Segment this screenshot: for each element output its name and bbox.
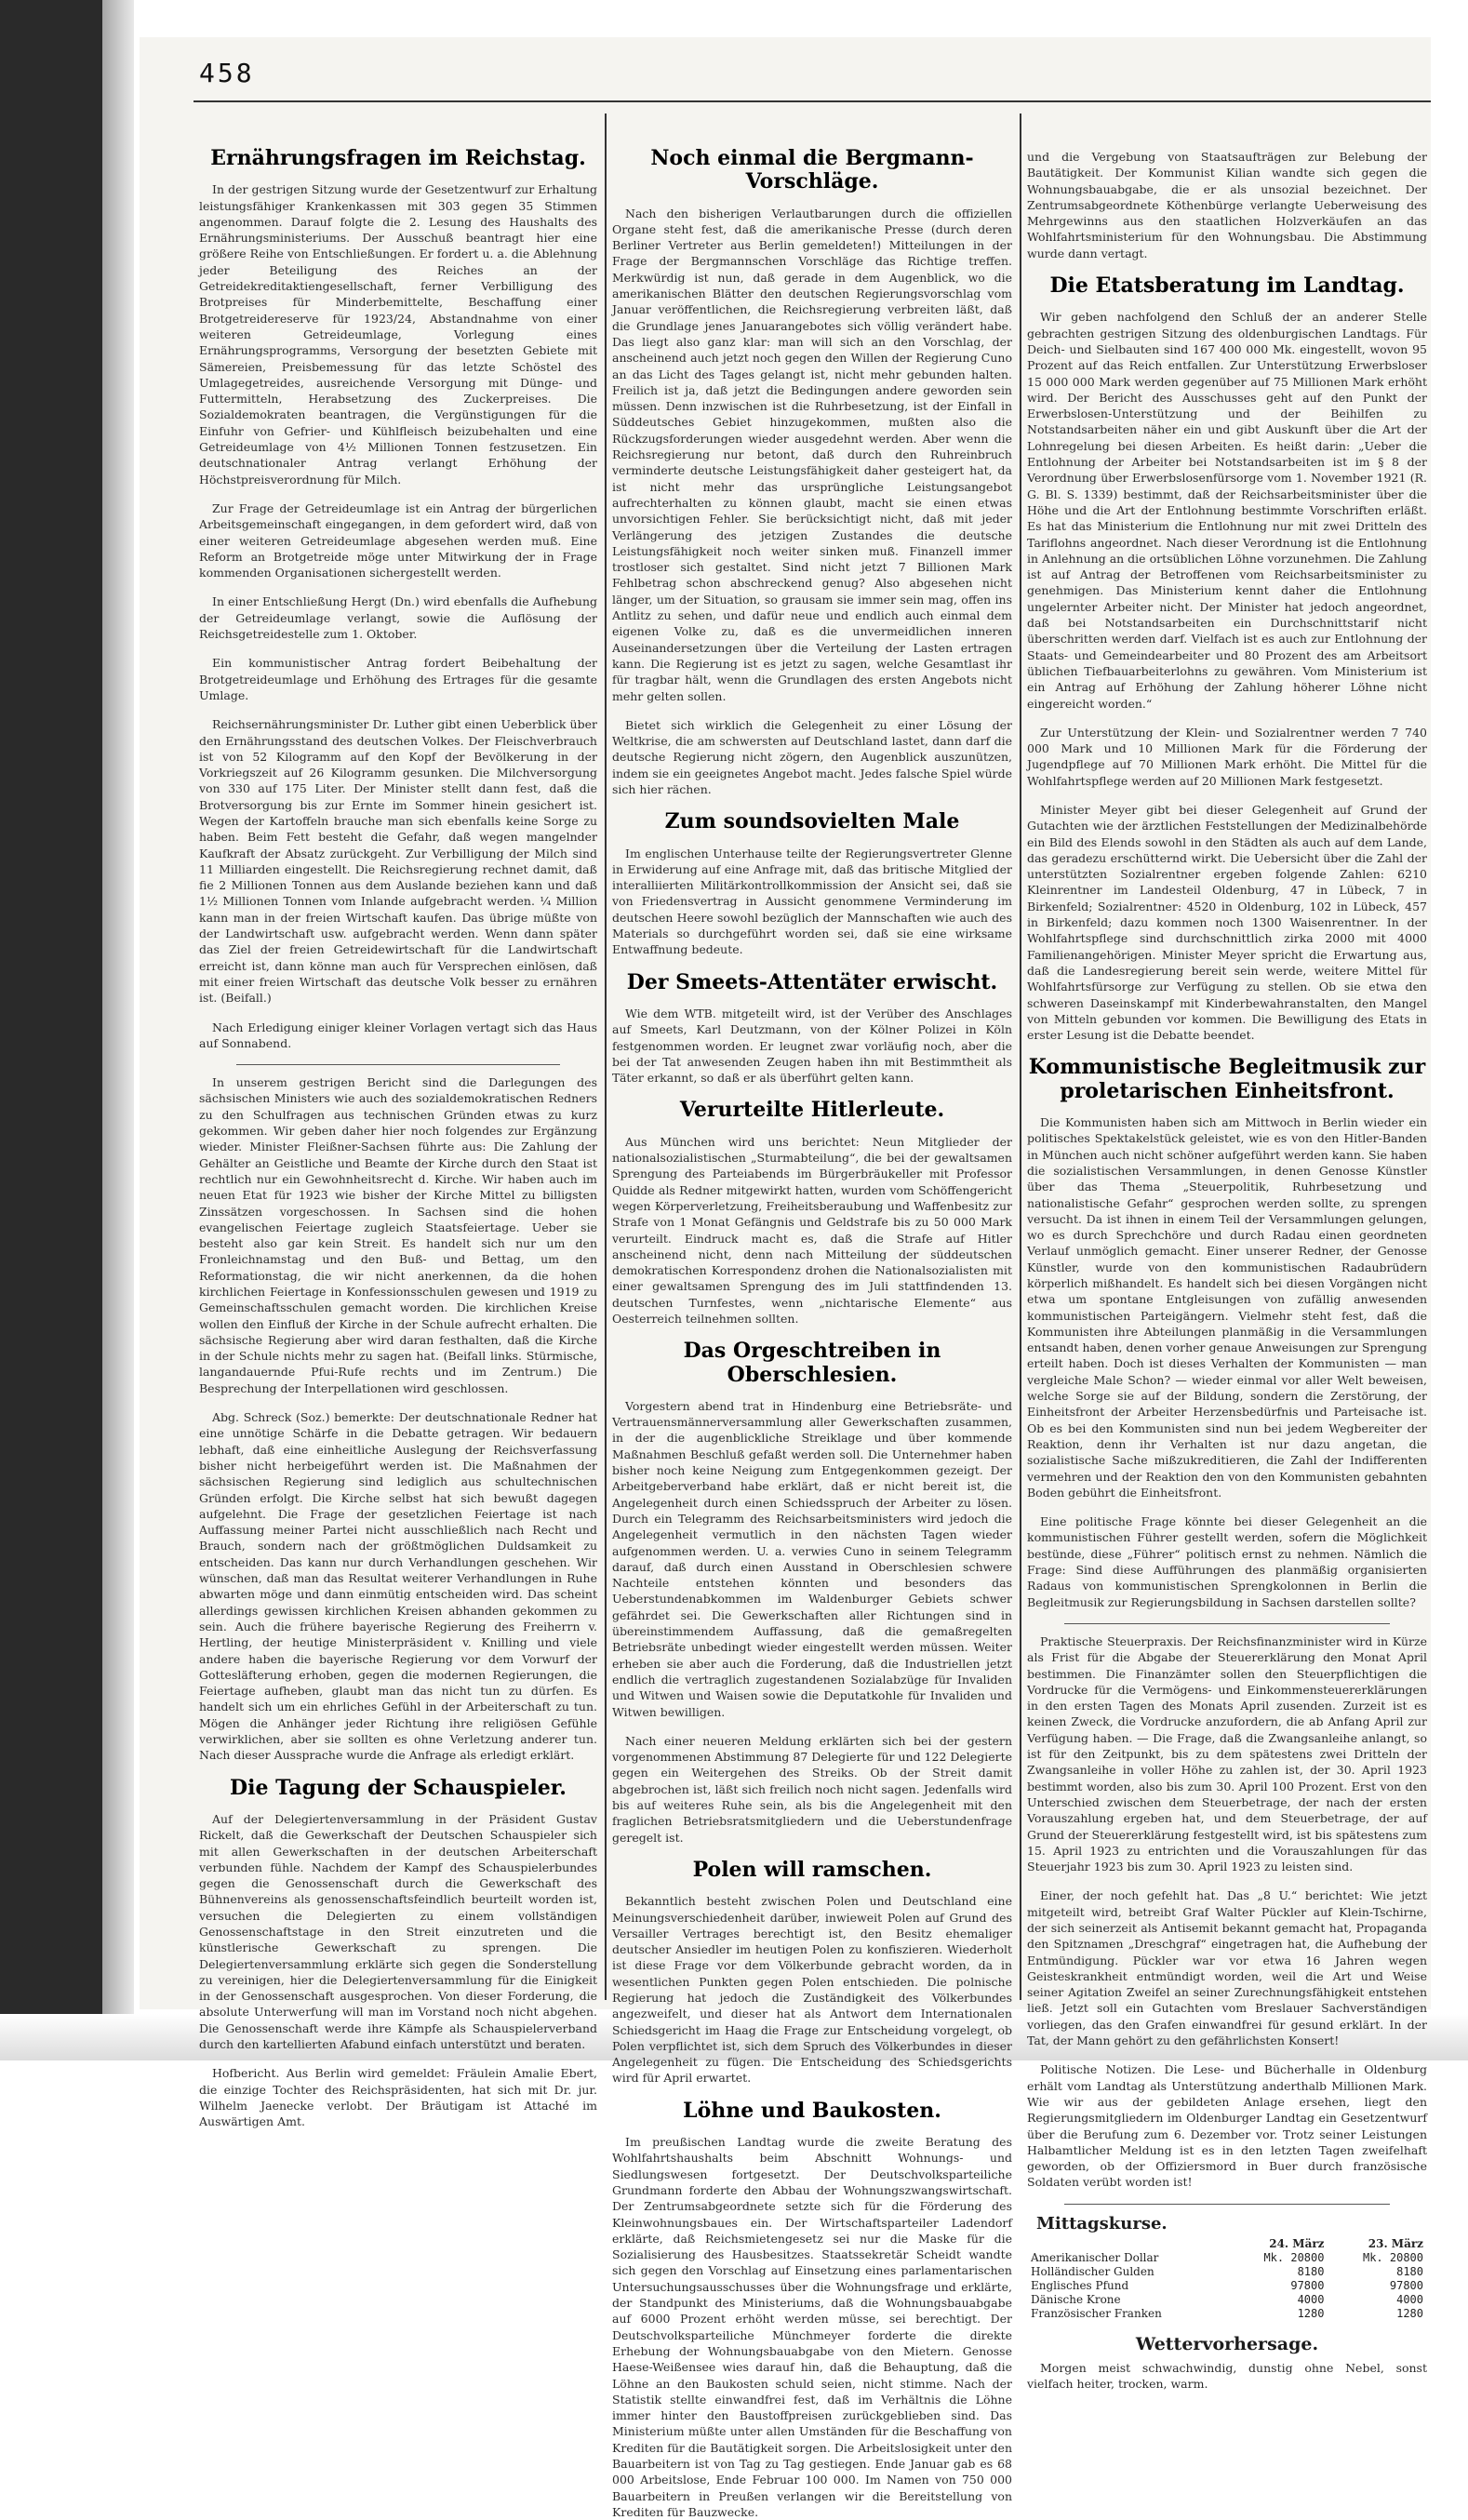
article-paragraph: Wir geben nachfolgend den Schluß der an anderer Stelle gebrachten gestrigen Sitzung des oldenburgischen Landtags. Für Deich- und Sielbauten sind 167 400 000 Mk. eingestellt, wovon 95 Prozent auf das Reich entfallen. Zur Unterstützung Erwerbsloser 15 000 000 Mark werden gegenüber auf 75 Millionen Mark erhöht wird. Der Bericht des Ausschusses geht auf den Punkt der Erwerbslosen-Unterstützung und der Beihilfen zu Notstandsarbeiten näher ein und gibt Auskunft über die Art der Lohnregelung bei diesen Arbeiten. Es heißt darin: „Ueber die Entlohnung der Arbeiter bei Notstandsarbeiten ist im § 8 der Verordnung über Erwerbslosenfürsorge vom 1. November 1921 (R. G. Bl. S. 1339) bestimmt, daß der Reichsarbeitsminister über die Höhe und die Art der Entlohnung bestimmte Vorschriften erläßt. Es hat das Ministerium die Entlohnung nur mit zwei Dritteln des Tariflohns angeordnet. Nach dieser Verordnung ist die Entlohnung in Anlehnung an die ortsüblichen Löhne vorzunehmen. Die Zahlung ist auf Antrag der Betroffenen vom Reichsarbeitsminister zu genehmigen. Das Ministerium kennt daher die Entlohnung ungelernter Arbeiter nicht. Der Minister hat jedoch angeordnet, daß bei Notstandsarbeiten ein Durchschnittstarif nicht überschritten werden darf. Vielfach ist es auch zur Entlohnung der Staats- und Gemeindearbeiter und 80 Prozent des am Arbeitsort üblichen Tiefbauarbeiterlohns zu gewähren. Vom Ministerium ist ein Antrag auf Erhöhung der Zahlung höherer Löhne nicht eingereicht worden.“: [1027, 310, 1427, 711]
page-number: 458: [199, 58, 255, 88]
article-paragraph: Politische Notizen. Die Lese- und Bücherhalle in Oldenburg erhält vom Landtag als Unterstützung anderthalb Millionen Mark. Wie wir aus der gebildeten Anlage ersehen, liegt den Regierungsmitgliedern im Oldenburger Landtag ein Gesetzentwurf über die Berufung zum 6. Dezember vor. Trotz seiner Leistungen Halbamtlicher Meldung ist es in den letzten Tagen zweifelhaft geworden, ob der Offiziersmord in Buer durch französische Soldaten verübt worden ist!: [1027, 2062, 1427, 2190]
rate-label: Französischer Franken: [1031, 2306, 1162, 2320]
table-row: [1027, 2251, 1427, 2265]
binding-edge: [102, 0, 134, 2060]
column-1: [199, 141, 597, 2129]
article-separator: [1064, 2204, 1390, 2205]
article-paragraph: In unserem gestrigen Bericht sind die Darlegungen des sächsischen Ministers wie auch des sozialdemokratischen Redners zu den Schulfragen aus technischen Gründen etwas zu kurz gekommen. Wir geben daher hier noch folgendes zur Ergänzung wieder. Minister Fleißner-Sachsen führte aus: Die Zahlung der Gehälter an Geistliche und Beamte der Kirche durch den Staat ist rechtlich nur ein Gewohnheitsrecht d. Kirche. Wir haben auch im neuen Etat für 1923 wie bisher der Kirche Mittel zu billigsten Zinssätzen vorgeschossen. In Sachsen sind die hohen evangelischen Feiertage zugleich Staatsfeiertage. Ueber sie besteht also gar kein Streit. Es handelt sich nur um den Fronleichnamstag und den Buß- und Bettag, um den Reformationstag, die wir nicht anerkennen, da die hohen kirchlichen Feiertage in Konfessionsschulen gewesen und 1919 zu Gemeinschaftsschulen gemacht worden. Die kirchlichen Kreise wollen den Einfluß der Kirche in der Schule aufrecht erhalten. Die sächsische Regierung aber wird daran festhalten, daß die Kirche in der Schule nichts mehr zu sagen hat. (Beifall links. Stürmische, langandauernde Pfui-Rufe rechts und im Zentrum.) Die Besprechung der Interpellationen wird geschlossen.: [199, 1075, 597, 1395]
article-paragraph: Vorgestern abend trat in Hindenburg eine Betriebsräte- und Vertrauensmännerversammlung aller Gewerkschaften zusammen, in der die augenblickliche Streiklage und über kommende Maßnahmen Beschluß gefaßt werden soll. Die Unternehmer haben bisher noch keine Neigung zum Entgegenkommen gezeigt. Der Arbeitgeberverband habe erklärt, daß er nicht bereit ist, die Angelegenheit durch einen Schiedsspruch der Arbeiter zu lösen. Durch ein Telegramm des Reichsarbeitsministers wird jedoch die Angelegenheit vermutlich in den nächsten Tagen wieder aufgenommen werden. U. a. verwies Cuno in seinem Telegramm darauf, daß durch einen Ausstand in Oberschlesien schwere Nachteile entstehen könnten und besonders das Ueberstundenabkommen im Waldenburger Gebiets schwer gefährdet sei. Die Gewerkschaften aller Richtungen sind in übereinstimmendem Auffassung, daß die gemaßregelten Betriebsräte unbedingt wieder eingestellt werden müssen. Weiter erheben sie aber auch die Forderung, daß die Industriellen jetzt endlich die vertraglich zugestandenen Sozialabzüge für Invaliden und Witwen und Waisen sowie die Deputatkohle für Invaliden und Witwen bewilligen.: [612, 1398, 1012, 1719]
rate-label: Englisches Pfund: [1031, 2278, 1129, 2292]
article-title: Die Tagung der Schauspieler.: [230, 1775, 567, 1800]
article-paragraph: Die Kommunisten haben sich am Mittwoch in Berlin wieder ein politisches Spektakelstück geleistet, wie es von den Hitler-Banden in München auch nicht schöner aufgeführt werden kann. Sie haben die sozialistischen Versammlungen, in denen Genosse Künstler über das Thema „Steuerpolitik, Ruhrbesetzung und nationalistische Gefahr“ gesprochen werden sollte, zu sprengen versucht. Da ist ihnen in einem Teil der Versammlungen gelungen, wo es durch Sprechchöre und durch Radau einen geordneten Verlauf unmöglich gemacht. Einer unserer Redner, der Genosse Künstler, wurde von den kommunistischen Radaubrüdern körperlich mißhandelt. Es handelt sich bei diesen Vorgängen nicht etwa um spontane Entgleisungen von zufällig anwesenden kommunistischen Parteigängern. Vielmehr steht fest, daß die Kommunisten ihre Abteilungen planmäßig in die Versammlungen entsandt haben, denen vorher genaue Anweisungen zur Sprengung erteilt haben. Doch ist dieses Verhalten der Kommunisten — man vergleiche Male Schon? — wieder einmal vor aller Welt beweisen, welche Sorge sie auf der Bildung, sondern die Zerstörung, der Einheitsfront der Arbeiter Herzensbedürfnis und Parteisache ist. Ob es bei den Kommunisten sind nun bei jedem Wegbereiter der Reaktion, denn ihr Verhalten ist nur dazu angetan, die sozialistische Sache mißzukreditieren, die Zahl der Indifferenten vermehren und der Reaktion den von den Kommunisten gebahnten Boden gebührt die Einheitsfront.: [1027, 1115, 1427, 1500]
market-rates: [1027, 2214, 1427, 2321]
article-paragraph: Zur Frage der Getreideumlage ist ein Antrag der bürgerlichen Arbeitsgemeinschaft eingegangen, in dem gefordert wird, daß von einer weiteren Getreideumlage abgesehen werden muß. Eine Reform an Brotgetreide möge unter Mitwirkung der in Frage kommenden Organisationen sichergestellt werden.: [199, 500, 597, 580]
rate-label: Dänische Krone: [1031, 2292, 1121, 2306]
rate-value: 97800: [1290, 2278, 1325, 2292]
rate-value: 1280: [1297, 2306, 1325, 2320]
rate-value: 97800: [1389, 2278, 1423, 2292]
article-soundsovielten: [612, 810, 1012, 957]
article-kommunistische: [1027, 1056, 1427, 1610]
rate-value: 8180: [1297, 2264, 1325, 2278]
article-hitlerleute: [612, 1099, 1012, 1327]
rates-header-row: [1027, 2237, 1427, 2251]
article-oldenburg-continued: [1027, 149, 1427, 261]
article-title: Löhne und Baukosten.: [683, 2098, 941, 2123]
article-paragraph: Abg. Schreck (Soz.) bemerkte: Der deutschnationale Redner hat eine unnötige Schärfe in die Debatte getragen. Wir bedauern lebhaft, daß eine einheitliche Auslegung der Reichsverfassung bisher nicht herbeigeführt werden ist. Die Maßnahmen der sächsischen Regierung sind lediglich aus schultechnischen Gründen erfolgt. Die Kirche selbst hat sich bewußt dagegen aufgelehnt. Die Frage der gesetzlichen Feiertage ist nach Auffassung meiner Partei nicht ausschließlich nach Recht und Brauch, sondern nach der größtmöglichen Duldsamkeit zu entscheiden. Das kann nur durch Verhandlungen geschehen. Wir wünschen, daß man das Resultat weiterer Verhandlungen in Ruhe abwarten möge und dann einmütig entscheiden wird. Das scheint allerdings gewissen kirchlichen Kreisen abhanden gekommen zu sein. Auch die frühere bayerische Regierung des Freiherrn v. Hertling, der heutige Ministerpräsident v. Knilling und viele andere haben die bayerische Regierung vor dem Vorwurf der Gottesläfterung erhoben, gegen die modernen Regierungen, die Feiertage aufheben, glaubt man das nicht tun zu dürfen. Es handelt sich um ein ehrliches Gefühl in der Arbeiterschaft zu tun. Mögen die Anhänger jeder Richtung ihre religiösen Gefühle verwirklichen, aber sie sollten es ohne Verletzung anderer tun. Nach dieser Aussprache wurde die Anfrage als erledigt erklärt.: [199, 1410, 597, 1763]
article-paragraph: Minister Meyer gibt bei dieser Gelegenheit auf Grund der Gutachten wie der ärztlichen Feststellungen der Medizinalbehörde ein Bild des Elends sowohl in den Städten als auch auf dem Lande, das geradezu erschütternd wirkt. Die Uebersicht über die Zahl der unterstützten Sozialrentner ergeben folgende Zahlen: 6210 Kleinrentner im Landesteil Oldenburg, 47 in Lübeck, 7 in Birkenfeld; Sozialrentner: 4520 in Oldenburg, 102 in Lübeck, 457 in Birkenfeld; dazu kommen noch 1300 Waisenrentner. In der Wohlfahrtspflege sind durchschnittlich zirka 2000 mit 4000 Familienangehörigen. Minister Meyer spricht die Erwartung aus, daß die Landesregierung bereit sein werde, weitere Mittel für Wohlfahrtsfürsorge zur Verfügung zu stellen. Ob sie etwa den schweren Daseinskampf mit Kinderbewahranstalten, den Mangel von Mitteln gebunden vor kommen. Die Bewilligung des Etats in erster Lesung ist die Debatte beendet.: [1027, 802, 1427, 1043]
article-title: Zum soundsovielten Male: [664, 809, 960, 834]
table-row: [1027, 2293, 1427, 2307]
rates-header-cell: [1027, 2237, 1229, 2251]
article-paragraph: In einer Entschließung Hergt (Dn.) wird ebenfalls die Aufhebung der Getreideumlage verlangt, sowie die Auflösung der Reichsgetreidestelle zum 1. Oktober.: [199, 594, 597, 642]
column-3: [1027, 149, 1427, 2392]
market-title: Mittagskurse.: [1036, 2213, 1168, 2233]
top-rule: [194, 100, 1431, 102]
article-title: Kommunistische Begleitmusik zur proletarischen Einheitsfront.: [1028, 1055, 1426, 1103]
rate-value: 8180: [1396, 2264, 1423, 2278]
weather-text: Morgen meist schwachwindig, dunstig ohne Nebel, sonst vielfach heiter, trocken, warm.: [1027, 2360, 1427, 2392]
article-paragraph: Nach den bisherigen Verlautbarungen durch die offiziellen Organe steht fest, daß die amerikanische Presse (durch deren Berliner Vertreter aus Berlin gemeldeten!) Mitteilungen in der Frage der Bergmannschen Vorschläge das Richtige treffen. Merkwürdig ist nun, daß gerade in dem Augenblick, wo die amerikanischen Blätter den deutschen Regierungsvorschlag vom Januar veröffentlichen, die Reichsregierung verbreiten läßt, daß die Grundlage jenes Januarangebotes sich völlig verändert habe. Das liegt also ganz klar: man will sich an den Vorschlag, der anscheinend auch jetzt noch gegen den Willen der Regierung Cuno an das Licht des Tages gelangt ist, nicht mehr gebunden halten. Freilich ist ja, daß jetzt die Bedingungen andere geworden sein müssen. Denn inzwischen ist die Ruhrbesetzung, ist der Einfall in Süddeutsches Gebiet hinzugekommen, mußten also die Rückzugsforderungen wieder ausgedehnt werden. Aber wenn die Reichsregierung nur betont, daß durch den Ruhreinbruch verminderte deutsche Leistungsfähigkeit daher gesteigert hat, da ist nicht mehr das ursprüngliche Leistungsangebot aufrechterhalten zu können glaubt, macht sie einen etwas unvorsichtigen Fehler. Sie berücksichtigt nicht, daß mit jeder Verlängerung des jetzigen Zustandes die deutsche Leistungsfähigkeit noch weiter sinken muß. Finanzell immer trostloser sich gestaltet. Sind nicht jetzt 7 Billionen Mark Fehlbetrag schon abschreckend genug? Also abgesehen nicht länger, um der Situation, so grausam sie immer sein mag, offen ins Antlitz zu sehen, und dafür neue und endlich auch einmal dem eigenen Volke zu, daß es die unvermeidlichen inneren Auseinandersetzungen über die Verteilung der Lasten ertragen kann. Die Regierung ist es jetzt zu sagen, welche Gesamtlast ihr für tragbar hält, wenn die Grundlagen des ersten Angebots nicht mehr gelten sollen.: [612, 206, 1012, 703]
article-paragraph: Bekanntlich besteht zwischen Polen und Deutschland eine Meinungsverschiedenheit darüber, inwieweit Polen auf Grund des Versailler Vertrages berechtigt ist, den Besitz ehemaliger deutscher Ansiedler im heutigen Polen zu konfiszieren. Wiederholt ist diese Frage vor dem Völkerbunde gebracht worden, da in wesentlichen Punkten gegen Polen entschieden. Die polnische Regierung hat jedoch die Zuständigkeit des Völkerbundes angezweifelt, und dieser hat als Antwort dem Internationalen Schiedsgericht im Haag die Frage zur Entscheidung vorgelegt, ob Polen verpflichtet ist, sich dem Spruch des Völkerbundes in dieser Angelegenheit zu fügen. Die Entscheidung des Schiedsgerichts wird für April erwartet.: [612, 1894, 1012, 2086]
article-title: Der Smeets-Attentäter erwischt.: [626, 969, 998, 994]
article-title: Noch einmal die Bergmann-Vorschläge.: [650, 146, 974, 194]
article-paragraph: Hofbericht. Aus Berlin wird gemeldet: Fräulein Amalie Ebert, die einzige Tochter des Reichspräsidenten, hat sich mit Dr. jur. Wilhelm Jaenecke verlobt. Der Bräutigam ist Attaché im Auswärtigen Amt.: [199, 2066, 597, 2129]
article-oberschlesien: [612, 1340, 1012, 1846]
article-paragraph: In der gestrigen Sitzung wurde der Gesetzentwurf zur Erhaltung leistungsfähiger Krankenkassen mit 303 gegen 35 Stimmen angenommen. Darauf folgte die 2. Lesung des Haushalts des Ernährungsministeriums. Der Ausschuß beantragt hier eine größere Reihe von Entschließungen. Er fordert u. a. die Ablehnung jeder Beteiligung des Reiches an der Getreidekreditaktiengesellschaft, ferner Verbilligung des Brotpreises für Minderbemittelte, Beschaffung einer Brotgetreidereserve für 1923/24, Abstandnahme von einer weiteren Getreideumlage, Vorlegung eines Ernährungsprogramms, Versorgung der besetzten Gebiete mit Sämereien, Preisbemessung für das letzte Schöstel des Umlagegetreides, ausreichende Versorgung mit Dünge- und Futtermitteln, Herabsetzung des Zuckerpreises. Die Sozialdemokraten beantragen, die Vergünstigungen für die Einfuhr von Gefrier- und Kühlfleisch beizubehalten und eine Getreideumlage von 4½ Millionen Tonnen festzusetzen. Ein deutschnationaler Antrag verlangt Erhöhung der Höchstpreisverordnung für Milch.: [199, 182, 597, 487]
article-title: Das Orgeschtreiben in Oberschlesien.: [683, 1339, 941, 1387]
article-paragraph: Zur Unterstützung der Klein- und Sozialrentner werden 7 740 000 Mark und 10 Millionen Mark für die Förderung der Jugendpflege auf 70 Millionen Mark erhöht. Die Mittel für die Wohlfahrtspflege werden auf 20 Millionen Mark festgesetzt.: [1027, 725, 1427, 788]
article-title: Polen will ramschen.: [692, 1857, 932, 1882]
column-rule-1: [605, 113, 607, 2000]
column-2: [612, 141, 1012, 2519]
article-schulfragen: [199, 1074, 597, 1763]
column-rule-2: [1020, 113, 1021, 2000]
rate-value: 4000: [1396, 2292, 1423, 2306]
article-title: Verurteilte Hitlerleute.: [679, 1098, 945, 1123]
article-ernaehrung: [199, 147, 597, 1051]
rate-value: Mk. 20800: [1362, 2250, 1423, 2264]
rate-value: 4000: [1297, 2292, 1325, 2306]
article-paragraph: Im preußischen Landtag wurde die zweite Beratung des Wohlfahrtshaushalts beim Abschnitt Wohnungs- und Siedlungswesen fortgesetzt. Der Deutschvolksparteiliche Grundmann forderte den Abbau der Wohnungszwangswirtschaft. Der Zentrumsabgeordnete setzte sich für die Förderung des Kleinwohnungsbaues ein. Der Wirtschaftsparteiler Ladendorf erklärte, daß Reichsmietengesetz sei nur die Maske für die Sozialisierung des Hausbesitzes. Staatssekretär Scheidt wandte sich gegen den Vorschlag auf Einsetzung eines parlamentarischen Untersuchungsausschusses über die Wohnungsfrage und erklärte, der Standpunkt des Ministeriums, daß die Wohnungsbauabgabe auf 6000 Prozent erhöht werden müsse, sei berechtigt. Der Deutschvolksparteiliche Münchmeyer forderte die direkte Erhebung der Wohnungsbauabgabe von den Mietern. Genosse Haese-Weißensee wies darauf hin, daß die Behauptung, daß die Löhne an den Baukosten schuld seien, nicht stimme. Nach der Statistik stellte einwandfrei fest, daß im Verhältnis die Löhne immer hinter den Baustoffpreisen zurückgeblieben sind. Das Ministerium müßte unter allen Umständen für die Beschaffung von Krediten für die Bautätigkeit sorgen. Die Arbeitslosigkeit unter den Bauarbeitern ist von Tag zu Tag gestiegen. Ende Januar gab es 68 000 Arbeitslose, Ende Februar 100 000. Im Namen von 750 000 Bauarbeitern in Preußen verlangen wir die Bereitstellung von Krediten für Bauzwecke.: [612, 2135, 1012, 2519]
article-title: Ernährungsfragen im Reichstag.: [210, 146, 586, 170]
article-paragraph: Wie dem WTB. mitgeteilt wird, ist der Verüber des Anschlages auf Smeets, Karl Deutzmann, von der Kölner Polizei in Köln festgenommen worden. Er leugnet zwar vorläufig noch, aber die bei der Tat anwesenden Zeugen haben ihn mit Bestimmtheit als Täter erkannt, so daß er als überführt gelten kann.: [612, 1006, 1012, 1086]
table-row: [1027, 2279, 1427, 2293]
rate-value: 1280: [1396, 2306, 1423, 2320]
article-paragraph: Nach Erledigung einiger kleiner Vorlagen vertagt sich das Haus auf Sonnabend.: [199, 1020, 597, 1050]
book-binding: [0, 0, 102, 2060]
rate-value: Mk. 20800: [1263, 2250, 1325, 2264]
article-schauspieler: [199, 1777, 597, 2130]
article-loehne: [612, 2100, 1012, 2520]
weather-forecast: [1027, 2334, 1427, 2393]
weather-title: Wettervorhersage.: [1135, 2333, 1319, 2354]
article-smeets: [612, 971, 1012, 1087]
article-title: Die Etatsberatung im Landtag.: [1049, 273, 1405, 299]
article-paragraph: Im englischen Unterhause teilte der Regierungsvertreter Glenne in Erwiderung auf eine Anfrage mit, daß das britische Mitglied der interalliierten Militärkontrollkommission der Ansicht sei, daß sie von Friedensvertrag in Aussicht genommene Verminderung im deutschen Heere sowohl bezüglich der Mannschaften wie auch des Materials so durchgeführt worden sei, daß sie eine wirksame Entwaffnung bedeute.: [612, 846, 1012, 957]
article-paragraph: Ein kommunistischer Antrag fordert Beibehaltung der Brotgetreideumlage und Erhöhung des Ertrages für die gesamte Umlage.: [199, 656, 597, 702]
table-row: [1027, 2307, 1427, 2321]
article-paragraph: Einer, der noch gefehlt hat. Das „8 U.“ berichtet: Wie jetzt mitgeteilt wird, betreibt Graf Walter Pückler auf Klein-Tschirne, der sich seinerzeit als Antisemit bekannt gemacht hat, Propaganda den Spitznamen „Dreschgraf“ eingetragen hat, die Aufhebung der Entmündigung. Pückler war vor etwa 16 Jahren wegen Geisteskrankheit entmündigt worden, weil die Art und Weise seiner Agitation Zweifel an seiner Zurechnungsfähigkeit entstehen ließ. Jetzt soll ein Gutachten vom Breslauer Sachverständigen vorliegen, das den Grafen einwandfrei für gesund erklärt. In der Tat, der Mann gehört zu den gefährlichsten Konsert!: [1027, 1888, 1427, 2048]
article-separator: [236, 1064, 560, 1065]
article-paragraph: Eine politische Frage könnte bei dieser Gelegenheit an die kommunistischen Führer gestellt werden, sofern die Möglichkeit bestünde, diese „Führer“ politisch ernst zu nehmen. Nämlich die Frage: Sind diese Aufführungen des planmäßig organisierten Radaus von kommunistischen Sprengkolonnen in Berlin die Begleitmusik zur Regierungsbildung in Sachsen darstellen sollte?: [1027, 1514, 1427, 1609]
article-polen: [612, 1859, 1012, 2087]
article-paragraph: Auf der Delegiertenversammlung in der Präsident Gustav Rickelt, daß die Gewerkschaft der Deutschen Schauspieler sich mit allen Gewerkschaften in der deutschen Arbeiterschaft verbunden fühle. Nachdem der Kampf des Schauspielerbundes gegen die Genossenschaft durch die Gewerkschaft des Bühnenvereins als genossenschaftsfeindlich beurteilt worden ist, versuchen die Delegierten zu einem vollständigen Genossenschaftstage in den Streit einzutreten und die künstlerische Gewerkschaft zu sprengen. Die Delegiertenversammlung erklärte sich gegen die Sonderstellung zu vereinigen, hier die Delegiertenversammlung für die Einigkeit in der Genossenschaft ausgesprochen. Von dieser Forderung, die absolute Unterwerfung will man im Vorstand noch nicht abgehen. Die Genossenschaft werde ihre Kämpfe als Schauspielerverband durch den kartellierten Afabund einfach unterstützt und beraten.: [199, 1811, 597, 2052]
article-paragraph: Nach einer neueren Meldung erklärten sich bei der gestern vorgenommenen Abstimmung 87 Delegierte für und 122 Delegierte gegen ein Weitergehen des Streiks. Ob der Streit damit abgebrochen ist, läßt sich freilich noch nicht sagen. Jedenfalls wird bis auf weiteres Ruhe sein, als bis die Angelegenheit mit den fraglichen Betriebsratsmitgliedern und die Ueberstundenfrage geregelt ist.: [612, 1733, 1012, 1845]
article-paragraph: und die Vergebung von Staatsaufträgen zur Belebung der Bautätigkeit. Der Kommunist Kilian wandte sich gegen die Wohnungsbauabgabe, die er als unsozial bezeichnet. Der Zentrumsabgeordnete Köthenbürge verlangte Ueberweisung des Mehrgewinns aus den staatlichen Holzverkäufen an das Wohlfahrtsministerium für den Wohnungsbau. Die Abstimmung wurde dann vertagt.: [1027, 150, 1427, 260]
article-steuerpraxis: [1027, 1633, 1427, 2191]
article-etatsberatung: [1027, 274, 1427, 1043]
article-paragraph: Reichsernährungsminister Dr. Luther gibt einen Ueberblick über den Ernährungsstand des deutschen Volkes. Der Fleischverbrauch ist von 52 Kilogramm auf den Kopf der Bevölkerung in der Vorkriegszeit auf 26 Kilogramm gesunken. Die Milchversorgung von 330 auf 175 Liter. Der Minister stellt dann fest, daß die Brotversorgung bis zur Ernte im Sommer hinein gesichert ist. Wegen der Kartoffeln brauche man sich ebenfalls keine Sorge zu haben. Beim Fett besteht die Gefahr, daß wegen mangelnder Kaufkraft der Absatz zurückgeht. Zur Verbilligung der Milch sind 11 Milliarden eingestellt. Die Reichsregierung rechnet damit, daß fie 2 Millionen Tonnen aus dem Auslande beziehen kann und daß 1½ Millionen Tonnen vom Inlande aufgebracht werden. ¼ Million kann man in der freien Wirtschaft kaufen. Das übrige müßte von der Landwirtschaft usw. aufgebracht werden. Wenn dann später das Ziel der freien Getreidewirtschaft für die Landwirtschaft erreicht ist, dann könne man auch für Versprechen einlösen, daß mit einer freien Wirtschaft das deutsche Volk besser zu ernähren ist. (Beifall.): [199, 717, 597, 1006]
table-row: [1027, 2265, 1427, 2279]
article-bergmann: [612, 147, 1012, 797]
rates-header-cell: 23. März: [1368, 2236, 1423, 2250]
article-separator: [1064, 1623, 1390, 1624]
article-paragraph: Bietet sich wirklich die Gelegenheit zu einer Lösung der Weltkrise, die am schwersten auf Deutschland lastet, dann darf die deutsche Regierung nicht zögern, den Augenblick auszunützen, indem sie ein geeignetes Angebot macht. Jedes falsche Spiel würde sich hier rächen.: [612, 717, 1012, 796]
article-paragraph: Aus München wird uns berichtet: Neun Mitglieder der nationalsozialistischen „Sturmabteilung“, die bei der gewaltsamen Sprengung des Parteiabends im Bürgerbräukeller mit Professor Quidde als Redner mitgewirkt hatten, wurden vom Schöffengericht wegen Körperverletzung, Freiheitsberaubung und Waffenbesitz zur Strafe von 1 Monat Gefängnis und Geldstrafe bis zu 50 000 Mark verurteilt. Eindruck macht es, daß die Strafe auf Hitler anscheinend nicht, denn nach Mitteilung der süddeutschen demokratischen Korrespondenz drohen die Nationalsozialisten mit einer gewaltsamen Sprengung des im Juli stattfindenden 13. deutschen Turnfestes, wenn „nichtarische Elemente“ aus Oesterreich teilnehmen sollten.: [612, 1134, 1012, 1326]
rate-label: Holländischer Gulden: [1031, 2264, 1154, 2278]
article-paragraph: Praktische Steuerpraxis. Der Reichsfinanzminister wird in Kürze als Frist für die Abgabe der Steuererklärung den Monat April bestimmen. Die Finanzämter sollen den Steuerpflichtigen die Vordrucke für die Vermögens- und Einkommensteuererklärungen in den ersten Tagen des Monats April zusenden. Zurzeit ist es keinen Zweck, die Vordrucke anzufordern, die ab Anfang April zur Verfügung haben. — Die Frage, daß die Zwangsanleihe anlangt, so ist für den Zeitpunkt, bis zu dem spätestens zwei Dritteln der Zwangsanleihe in voller Höhe zu zahlen ist, der 30. April 1923 bestimmt worden, also bis zum 30. April 100 Prozent. Erst von den Unterschied zwischen dem Steuerbetrage, der nach der ersten Vorauszahlung ergeben hat, und dem Steuerbetrage, der auf Grund der Steuererklärung festgestellt wird, ist bis spätestens zum 15. April 1923 zu entrichten und die Vorauszahlungen für das Steuerjahr 1923 bis zum 30. April 1923 zu leisten sind.: [1027, 1633, 1427, 1874]
rate-label: Amerikanischer Dollar: [1031, 2250, 1159, 2264]
rates-header-cell: 24. März: [1269, 2236, 1325, 2250]
rates-table: [1027, 2237, 1427, 2321]
